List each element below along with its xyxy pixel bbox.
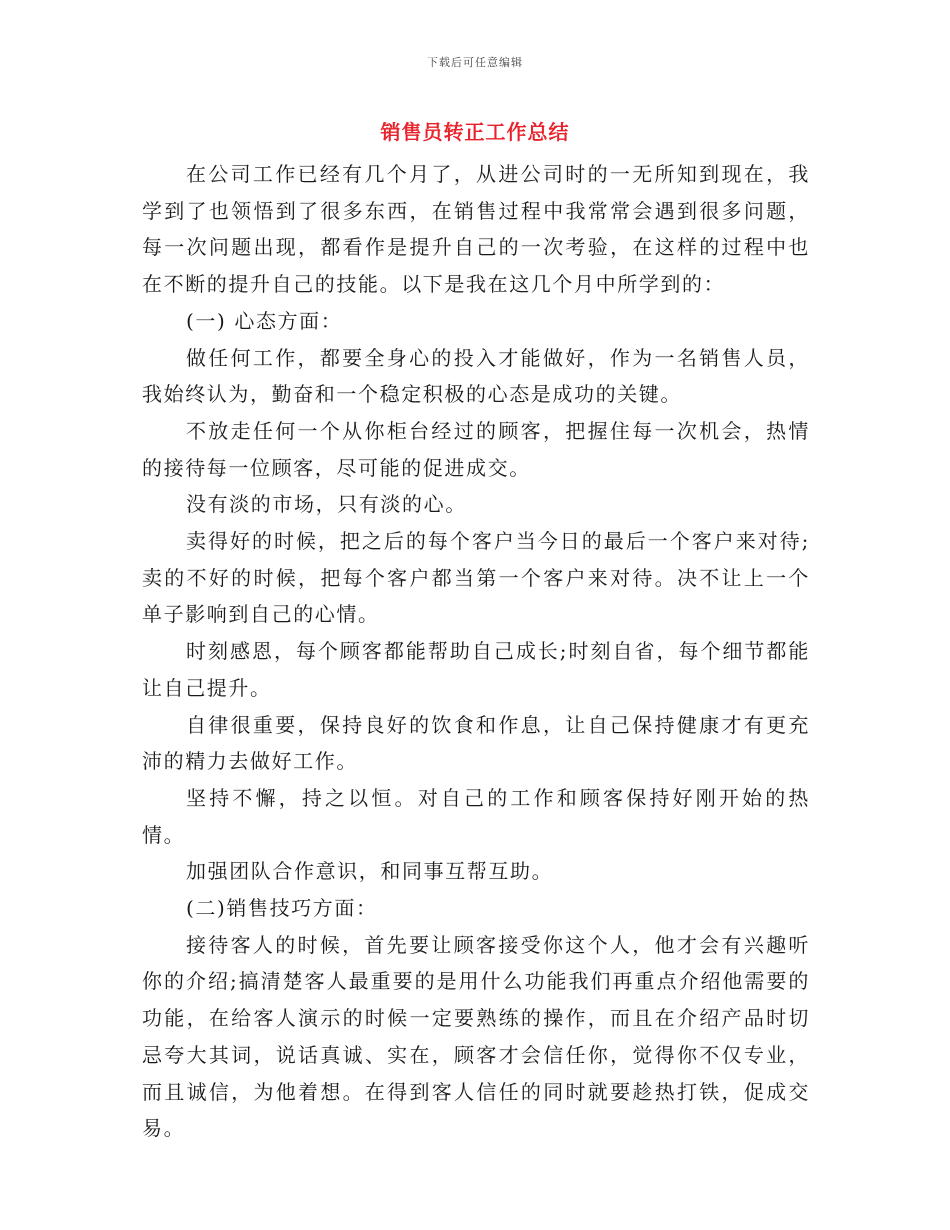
section-heading-mindset: (一) 心态方面： bbox=[186, 308, 343, 333]
paragraph: 没有淡的市场，只有淡的心。 bbox=[186, 492, 467, 517]
paragraph: 不放走任何一个从你柜台经过的顾客，把握住每一次机会，热情的接待每一位顾客，尽可能的促进成交。 bbox=[142, 418, 810, 480]
paragraph: 时刻感恩，每个顾客都能帮助自己成长;时刻自省，每个细节都能让自己提升。 bbox=[142, 639, 810, 700]
paragraph: 接待客人的时候，首先要让顾客接受你这个人，他才会有兴趣听你的介绍;搞清楚客人最重要的是用什么功能我们再重点介绍他需要的功能，在给客人演示的时候一定要熟练的操作，而且在介绍产品时切忌夸大其词，说话真诚、实在，顾客才会信任你，觉得你不仅专业，而且诚信，为他着想。在得到客人信任的同时就要趁热打铁，促成交易。 bbox=[142, 932, 810, 1141]
section-heading-sales-skills: (二)销售技巧方面： bbox=[186, 896, 378, 921]
document-body bbox=[142, 156, 810, 1147]
paragraph: 卖得好的时候，把之后的每个客户当今日的最后一个客户来对待;卖的不好的时候，把每个客户都当第一个客户来对待。决不让上一个单子影响到自己的心情。 bbox=[142, 529, 810, 627]
paragraph: 做任何工作，都要全身心的投入才能做好，作为一名销售人员，我始终认为，勤奋和一个稳定积极的心态是成功的关键。 bbox=[142, 345, 810, 407]
paragraph: 坚持不懈，持之以恒。对自己的工作和顾客保持好刚开始的热情。 bbox=[142, 785, 810, 847]
paragraph-intro: 在公司工作已经有几个月了，从进公司时的一无所知到现在，我学到了也领悟到了很多东西，在销售过程中我常常会遇到很多问题，每一次问题出现，都看作是提升自己的一次考验，在这样的过程中也在不断的提升自己的技能。以下是我在这几个月中所学到的： bbox=[142, 162, 810, 297]
paragraph: 自律很重要，保持良好的饮食和作息，让自己保持健康才有更充沛的精力去做好工作。 bbox=[142, 712, 810, 774]
document-title: 销售员转正工作总结 bbox=[380, 120, 570, 144]
header-note: 下载后可任意编辑 bbox=[427, 56, 523, 69]
paragraph: 加强团队合作意识，和同事互帮互助。 bbox=[186, 859, 554, 884]
